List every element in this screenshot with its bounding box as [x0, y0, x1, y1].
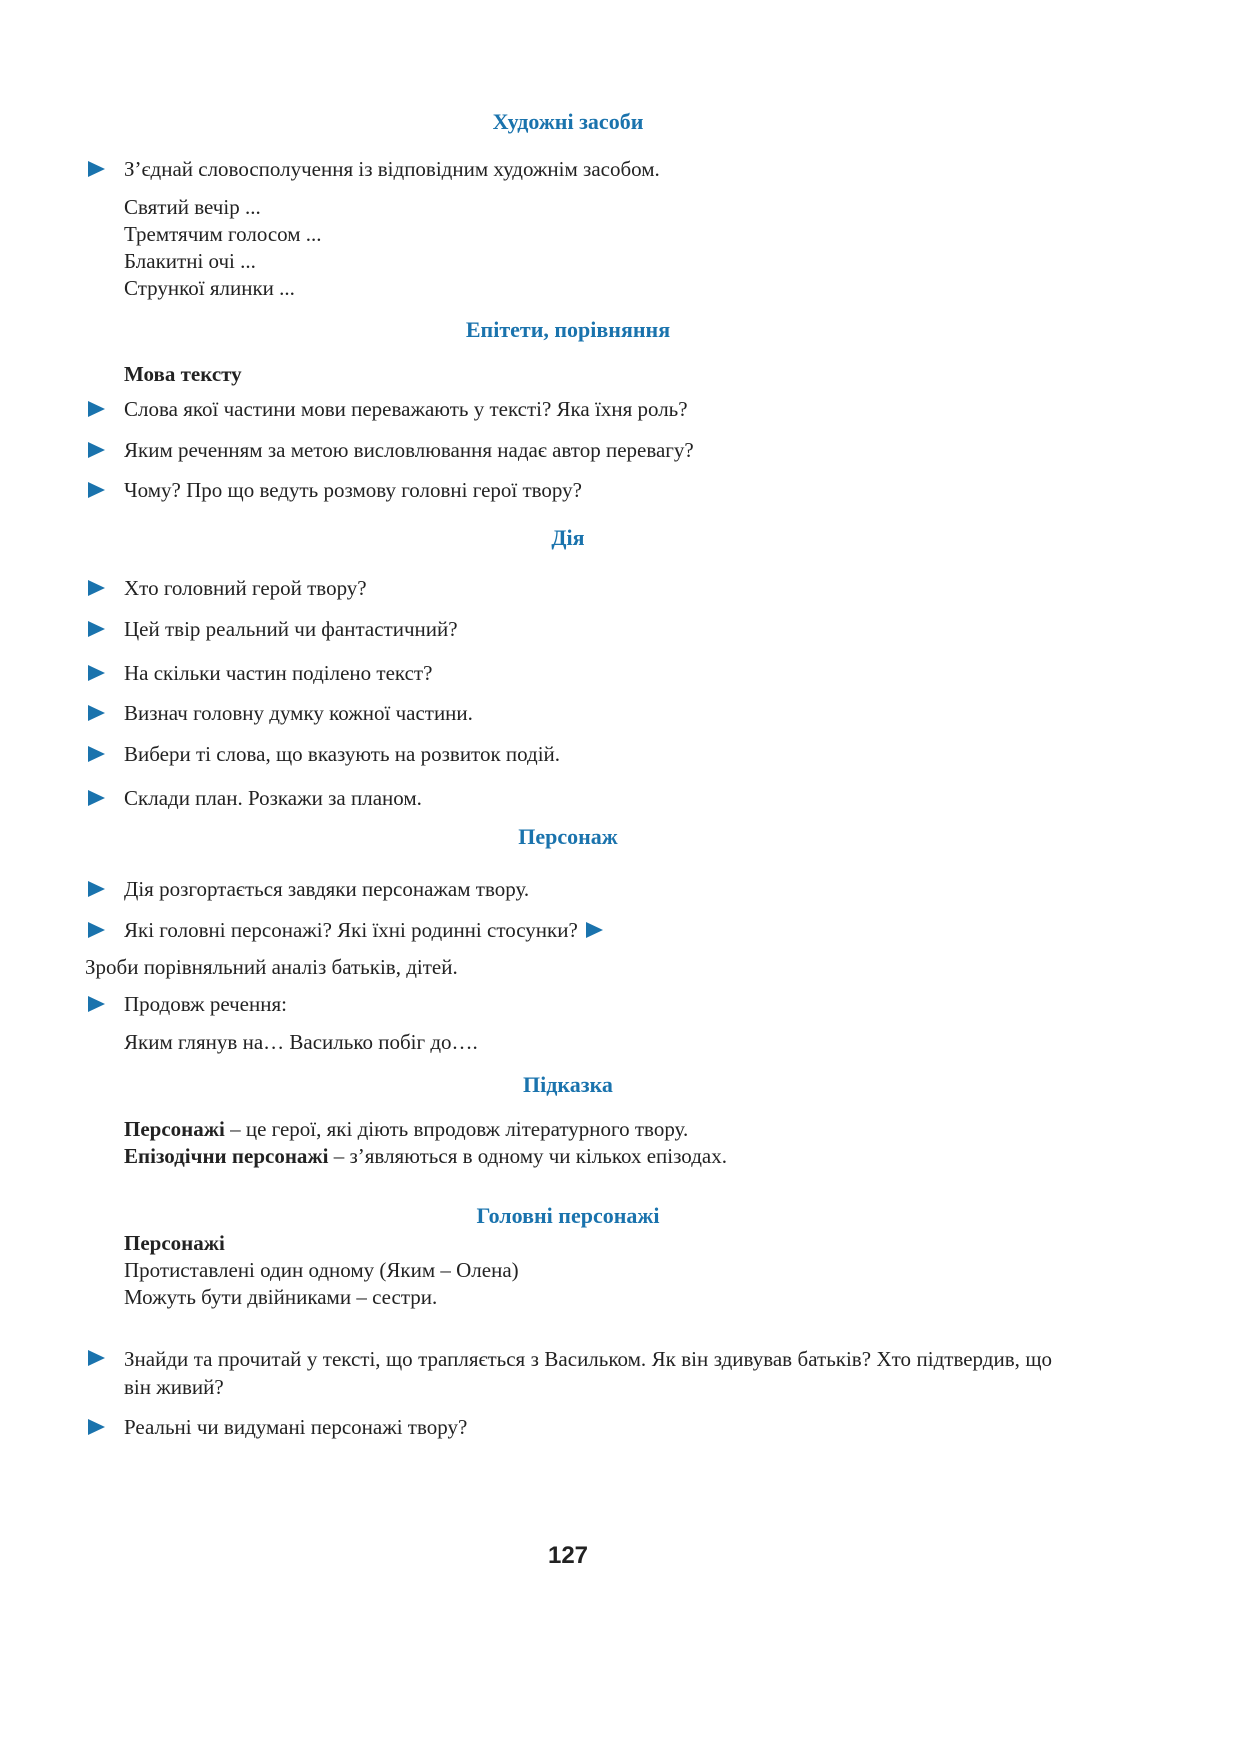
- hint-line: [124, 1116, 688, 1142]
- term: Персонажі: [124, 1117, 225, 1141]
- definition: – з’являються в одному чи кількох епізодах.: [328, 1144, 727, 1168]
- heading-action: Дія: [551, 525, 585, 550]
- bullet-arrow-icon: [88, 1350, 105, 1366]
- phrase-item: Стрункої ялинки ...: [124, 276, 295, 300]
- character-line: Можуть бути двійниками – сестри.: [124, 1285, 438, 1309]
- bullet-arrow-icon: [88, 922, 105, 938]
- bullet-arrow-icon: [88, 790, 105, 806]
- term: Епізодічни персонажі: [124, 1144, 329, 1168]
- bullet-arrow-icon: [88, 1419, 105, 1435]
- task-text: Продовж речення:: [124, 992, 287, 1016]
- question-text: Які головні персонажі? Які їхні родинні стосунки?: [124, 918, 578, 942]
- phrase-item: Тремтячим голосом ...: [124, 222, 322, 246]
- continuation-text: Яким глянув на… Василько побіг до….: [124, 1030, 478, 1054]
- question-item: Склади план. Розкажи за планом.: [124, 786, 422, 810]
- question-item: Реальні чи видумані персонажі твору?: [124, 1415, 468, 1439]
- bullet-arrow-icon: [88, 996, 105, 1012]
- bullet-arrow-icon: [88, 482, 105, 498]
- bullet-arrow-icon: [88, 161, 105, 177]
- bullet-arrow-icon: [88, 665, 105, 681]
- bullet-arrow-icon: [88, 621, 105, 637]
- question-item: Слова якої частини мови переважають у тексті? Яка їхня роль?: [124, 397, 688, 421]
- heading-character: Персонаж: [518, 824, 618, 849]
- phrase-item: Святий вечір ...: [124, 195, 261, 219]
- bullet-arrow-icon: [586, 922, 603, 938]
- bullet-arrow-icon: [88, 746, 105, 762]
- question-item: Хто головний герой твору?: [124, 576, 367, 600]
- heading-hint: Підказка: [523, 1072, 613, 1097]
- heading-epithets: Епітети, порівняння: [465, 317, 671, 342]
- question-item: Знайди та прочитай у тексті, що трапляється з Васильком. Як він здивував батьків? Хто підтвердив, що він живий?: [124, 1347, 1052, 1399]
- subheading-characters: Персонажі: [124, 1231, 225, 1255]
- question-item: Яким реченням за метою висловлювання надає автор перевагу?: [124, 438, 694, 462]
- hint-line: [124, 1143, 727, 1169]
- task-text: З’єднай словосполучення із відповідним художнім засобом.: [124, 157, 660, 181]
- subheading-text-language: Мова тексту: [124, 362, 242, 386]
- page-number: 127: [547, 1542, 589, 1569]
- question-item: Дія розгортається завдяки персонажам твору.: [124, 877, 530, 901]
- question-item: На скільки частин поділено текст?: [124, 661, 433, 685]
- bullet-arrow-icon: [88, 401, 105, 417]
- bullet-arrow-icon: [88, 881, 105, 897]
- note-text: Зроби порівняльний аналіз батьків, дітей.: [85, 955, 458, 979]
- bullet-arrow-icon: [88, 705, 105, 721]
- question-item: Чому? Про що ведуть розмову головні герої твору?: [124, 478, 582, 502]
- question-item: [124, 917, 603, 943]
- bullet-arrow-icon: [88, 580, 105, 596]
- definition: – це герої, які діють впродовж літературного твору.: [224, 1117, 689, 1141]
- character-line: Протиставлені один одному (Яким – Олена): [124, 1258, 519, 1282]
- question-item: Вибери ті слова, що вказують на розвиток подій.: [124, 742, 561, 766]
- question-item: Визнач головну думку кожної частини.: [124, 701, 473, 725]
- heading-artistic-means: Художні засоби: [492, 109, 644, 134]
- bullet-arrow-icon: [88, 442, 105, 458]
- question-item: Цей твір реальний чи фантастичний?: [124, 617, 458, 641]
- phrase-item: Блакитні очі ...: [124, 249, 256, 273]
- heading-main-characters: Головні персонажі: [476, 1203, 660, 1228]
